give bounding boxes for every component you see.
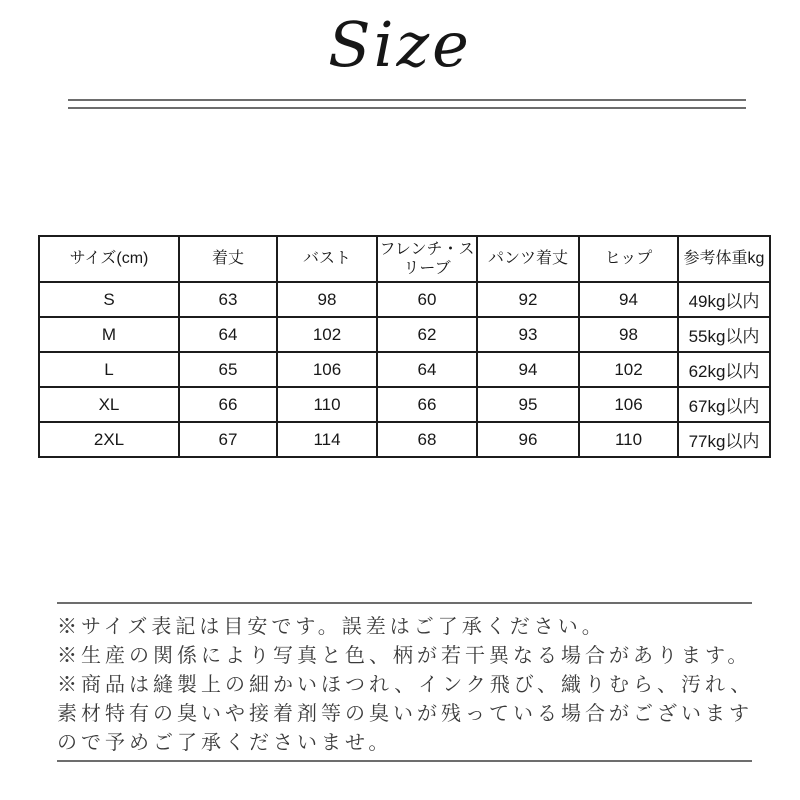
measurement-cell: 65: [179, 352, 277, 387]
table-row: [39, 387, 770, 422]
size-table: [38, 235, 771, 458]
measurement-cell: 102: [277, 317, 377, 352]
measurement-cell: 68: [377, 422, 477, 457]
measurement-cell: 94: [477, 352, 579, 387]
size-label-cell: S: [39, 282, 179, 317]
note-line: 素材特有の臭いや接着剤等の臭いが残っている場合がございます: [57, 703, 753, 725]
measurement-cell: 98: [579, 317, 678, 352]
measurement-cell: 64: [377, 352, 477, 387]
column-header: ヒップ: [579, 236, 678, 282]
measurement-cell: 96: [477, 422, 579, 457]
title-divider: [68, 99, 746, 109]
measurement-cell: 102: [579, 352, 678, 387]
divider-line: [68, 107, 746, 109]
measurement-cell: 66: [179, 387, 277, 422]
measurement-cell: 66: [377, 387, 477, 422]
measurement-cell: 98: [277, 282, 377, 317]
table-row: [39, 282, 770, 317]
column-header: 参考体重kg: [678, 236, 770, 282]
note-line: ※生産の関係により写真と色、柄が若干異なる場合があります。: [57, 645, 752, 667]
size-label-cell: L: [39, 352, 179, 387]
table-row: [39, 317, 770, 352]
measurement-cell: 114: [277, 422, 377, 457]
table-row: [39, 422, 770, 457]
measurement-cell: 60: [377, 282, 477, 317]
notes-block: [57, 613, 767, 758]
column-header: バスト: [277, 236, 377, 282]
note-line: ※サイズ表記は目安です。誤差はご了承ください。: [57, 616, 606, 638]
size-label-cell: XL: [39, 387, 179, 422]
measurement-cell: 55kg以内: [678, 317, 770, 352]
measurement-cell: 110: [579, 422, 678, 457]
notes-divider-top: [57, 602, 752, 604]
size-table-body: [39, 282, 770, 457]
divider-line: [68, 99, 746, 101]
notes-divider-bottom: [57, 760, 752, 762]
size-table-header-row: [39, 236, 770, 282]
measurement-cell: 94: [579, 282, 678, 317]
table-row: [39, 352, 770, 387]
note-line: ※商品は縫製上の細かいほつれ、インク飛び、織りむら、汚れ、: [57, 674, 755, 696]
note-line: ので予めご了承くださいませ。: [57, 732, 393, 754]
measurement-cell: 49kg以内: [678, 282, 770, 317]
measurement-cell: 106: [579, 387, 678, 422]
size-label-cell: M: [39, 317, 179, 352]
column-header: フレンチ・スリーブ: [377, 236, 477, 282]
measurement-cell: 93: [477, 317, 579, 352]
measurement-cell: 63: [179, 282, 277, 317]
measurement-cell: 67kg以内: [678, 387, 770, 422]
measurement-cell: 67: [179, 422, 277, 457]
measurement-cell: 95: [477, 387, 579, 422]
measurement-cell: 110: [277, 387, 377, 422]
measurement-cell: 62kg以内: [678, 352, 770, 387]
column-header: サイズ(cm): [39, 236, 179, 282]
measurement-cell: 62: [377, 317, 477, 352]
size-label-cell: 2XL: [39, 422, 179, 457]
page-title: Size: [328, 8, 472, 81]
column-header: パンツ着丈: [477, 236, 579, 282]
measurement-cell: 106: [277, 352, 377, 387]
measurement-cell: 64: [179, 317, 277, 352]
measurement-cell: 92: [477, 282, 579, 317]
measurement-cell: 77kg以内: [678, 422, 770, 457]
column-header: 着丈: [179, 236, 277, 282]
